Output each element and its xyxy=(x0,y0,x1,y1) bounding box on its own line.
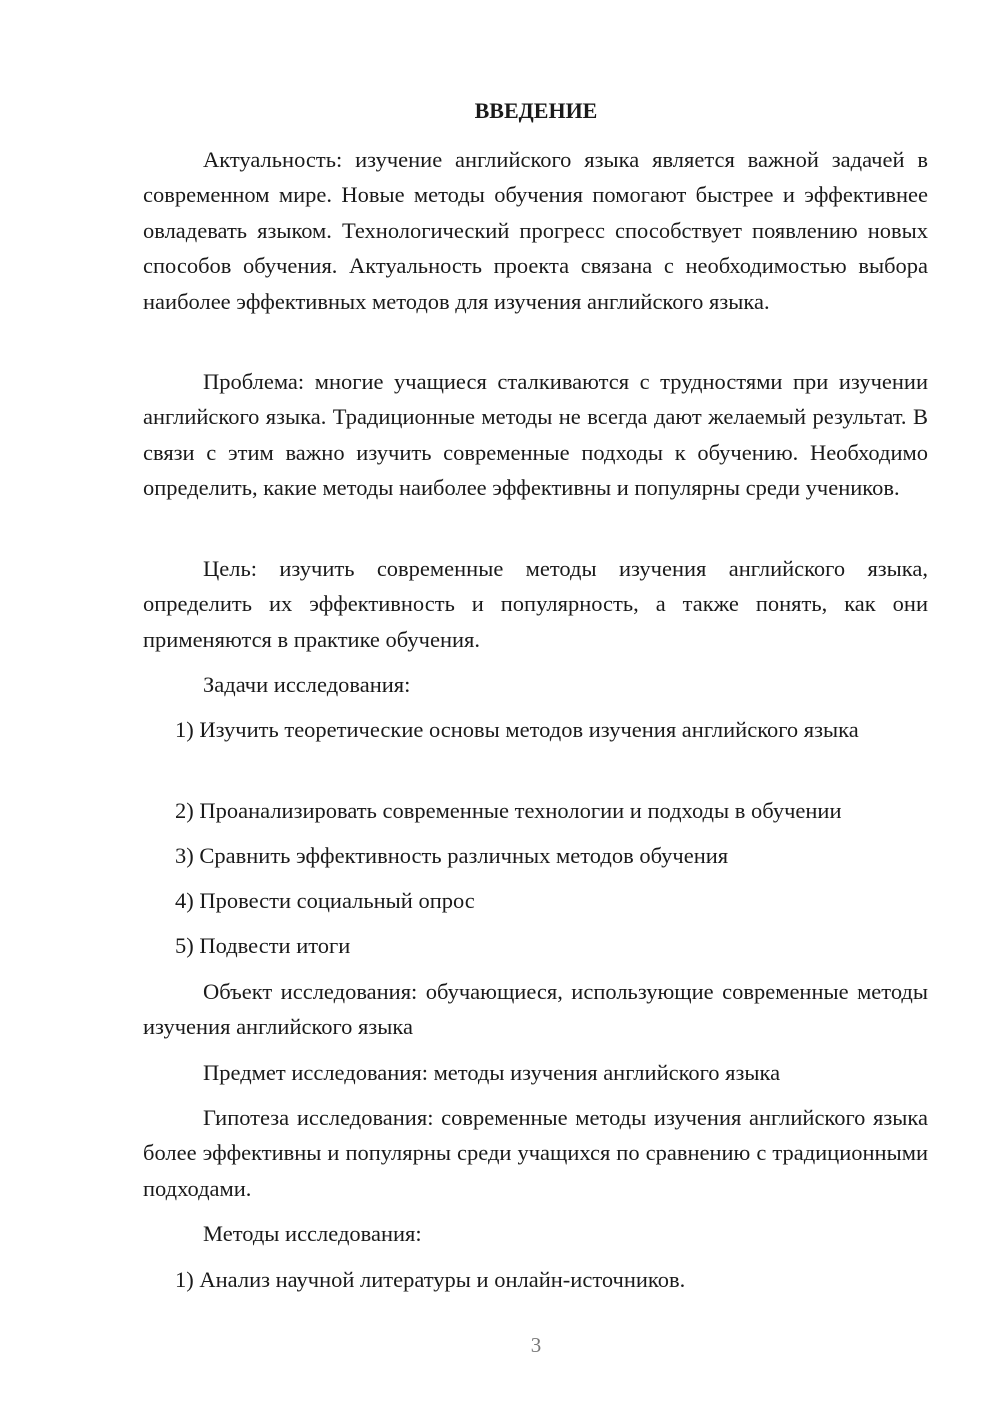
task-item-3: 3) Сравнить эффективность различных методов обучения xyxy=(175,843,729,868)
task-item-2: 2) Проанализировать современные технологии и подходы в обучении xyxy=(175,798,842,823)
object-paragraph: Объект исследования: обучающиеся, использующие современные методы изучения английского языка xyxy=(143,979,928,1040)
task-item-5: 5) Подвести итоги xyxy=(175,933,351,958)
methods-heading: Методы исследования: xyxy=(203,1221,422,1246)
goal-paragraph: Цель: изучить современные методы изучения английского языка, определить их эффективность и популярность, а также понять, как они применяются в практике обучения. xyxy=(143,556,928,652)
task-item-4: 4) Провести социальный опрос xyxy=(175,888,475,913)
subject-paragraph: Предмет исследования: методы изучения английского языка xyxy=(203,1060,781,1085)
task-item-1: 1) Изучить теоретические основы методов изучения английского языка xyxy=(175,717,859,742)
problem-paragraph: Проблема: многие учащиеся сталкиваются с трудностями при изучении английского языка. Традиционные методы не всегда дают желаемый результат. В связи с этим важно изучить современные подходы к обучению. Необходимо определить, какие методы наиболее эффективны и популярны среди учеников. xyxy=(143,369,928,501)
method-item-1: 1) Анализ научной литературы и онлайн-источников. xyxy=(175,1267,686,1292)
tasks-heading: Задачи исследования: xyxy=(203,672,411,697)
relevance-paragraph: Актуальность: изучение английского языка является важной задачей в современном мире. Новые методы обучения помогают быстрее и эффективнее овладевать языком. Технологический прогресс способствует появлению новых способов обучения. Актуальность проекта связана с необходимостью выбора наиболее эффективных методов для изучения английского языка. xyxy=(143,147,928,314)
hypothesis-paragraph: Гипотеза исследования: современные методы изучения английского языка более эффективны и популярны среди учащихся по сравнению с традиционными подходами. xyxy=(143,1105,928,1201)
page-number: 3 xyxy=(530,1333,542,1357)
page-title: ВВЕДЕНИЕ xyxy=(474,98,598,123)
